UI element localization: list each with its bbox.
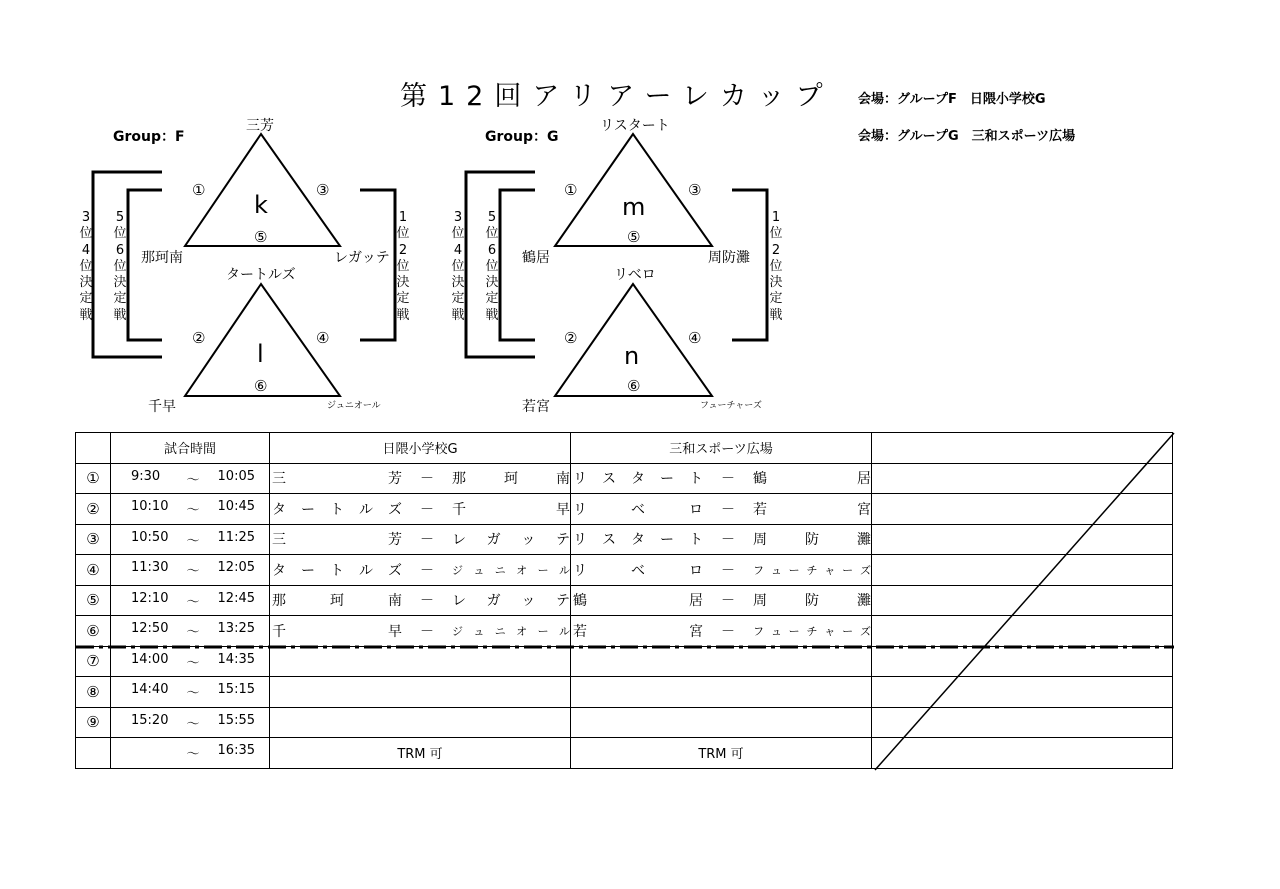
versus-dash: －: [721, 471, 735, 488]
group-f-top-num-right: ③: [316, 181, 330, 199]
time-tilde: ～: [186, 564, 200, 580]
row-time: [111, 585, 270, 616]
header-venue1: 日隈小学校G: [270, 433, 571, 464]
time-start: 14:00: [131, 651, 169, 667]
row-time: [111, 463, 270, 494]
row-number: ②: [76, 494, 111, 525]
table-row: [76, 738, 1173, 769]
group-f-bot-left: 千早: [148, 399, 176, 415]
header-time: 試合時間: [111, 433, 270, 464]
away-team: レ ガ ッ テ: [452, 532, 570, 549]
home-team: 若 宮: [573, 623, 703, 640]
page-title: 第12回アリアーレカップ: [400, 81, 834, 112]
group-g-bot-left: 若宮: [522, 399, 550, 415]
group-g-top-num-left: ①: [564, 181, 578, 199]
table-row: [76, 707, 1173, 738]
row-time: [111, 524, 270, 555]
time-tilde: ～: [186, 503, 200, 519]
row-time: [111, 616, 270, 647]
away-team: 周 防 灘: [753, 532, 871, 549]
group-g-bot-right: フューチャーズ: [700, 401, 762, 411]
group-f-label: Group：F: [113, 129, 185, 145]
group-g-bot-apex: リベロ: [614, 267, 656, 283]
table-row: [76, 616, 1173, 647]
table-row: [76, 555, 1173, 586]
time-start: 9:30: [131, 468, 161, 484]
versus-dash: －: [721, 562, 735, 579]
blank-cell: [872, 616, 1173, 647]
versus-dash: －: [721, 623, 735, 640]
empty-venue2: [571, 707, 872, 738]
group-g-label: Group：G: [485, 129, 559, 145]
group-g-top-left: 鶴居: [522, 250, 550, 266]
blank-cell: [872, 646, 1173, 677]
blank-cell: [872, 677, 1173, 708]
group-g-top-num-bottom: ⑤: [627, 228, 641, 246]
versus-dash: －: [420, 471, 434, 488]
time-end: 15:15: [217, 682, 255, 698]
time-end: 10:05: [217, 468, 255, 484]
match-venue2: [571, 616, 872, 647]
blank-cell: [872, 463, 1173, 494]
match-venue2: [571, 494, 872, 525]
row-time: [111, 494, 270, 525]
versus-dash: －: [420, 593, 434, 610]
time-end: 15:55: [217, 712, 255, 728]
row-number: ④: [76, 555, 111, 586]
blank-cell: [872, 738, 1173, 769]
away-team: レ ガ ッ テ: [452, 593, 570, 610]
group-f-top-left: 那珂南: [141, 250, 183, 266]
row-number: ③: [76, 524, 111, 555]
blank-cell: [872, 524, 1173, 555]
group-f-bot-letter: l: [257, 340, 264, 368]
group-g-top-apex: リスタート: [600, 118, 670, 134]
row-number: ⑥: [76, 616, 111, 647]
time-tilde: ～: [186, 625, 200, 641]
match-venue2: [571, 524, 872, 555]
table-row: [76, 677, 1173, 708]
versus-dash: －: [721, 501, 735, 518]
row-number: ⑧: [76, 677, 111, 708]
home-team: 那 珂 南: [272, 593, 402, 610]
match-venue1: [270, 524, 571, 555]
row-number: [76, 738, 111, 769]
time-tilde: ～: [186, 716, 200, 732]
time-start: 15:20: [131, 712, 169, 728]
home-team: リ ス タ ー ト: [573, 532, 703, 549]
away-team: フ ュ ー チ ャ ー ズ: [753, 624, 871, 638]
header-venue2: 三和スポーツ広場: [571, 433, 872, 464]
group-f-bot-apex: タートルズ: [226, 267, 296, 283]
group-g-bot-num-left: ②: [564, 329, 578, 347]
home-team: 三 芳: [272, 471, 402, 488]
blank-cell: [872, 585, 1173, 616]
time-end: 14:35: [217, 651, 255, 667]
time-tilde: ～: [186, 686, 200, 702]
time-start: 10:50: [131, 529, 169, 545]
group-g-inner-left-label: 5位6位決定戦: [485, 210, 499, 323]
away-team: フ ュ ー チ ャ ー ズ: [753, 563, 871, 577]
away-team: ジ ュ ニ オ ー ル: [452, 563, 570, 577]
time-end: 12:45: [217, 590, 255, 606]
table-row: [76, 585, 1173, 616]
home-team: 三 芳: [272, 532, 402, 549]
time-end: 13:25: [217, 621, 255, 637]
header-num: [76, 433, 111, 464]
empty-venue1: [270, 707, 571, 738]
match-venue2: [571, 463, 872, 494]
group-f-top-num-left: ①: [192, 181, 206, 199]
home-team: リ ス タ ー ト: [573, 471, 703, 488]
time-tilde: ～: [186, 472, 200, 488]
note-venue1: TRM 可: [270, 738, 571, 769]
versus-dash: －: [721, 532, 735, 549]
blank-cell: [872, 707, 1173, 738]
match-venue1: [270, 463, 571, 494]
row-time: [111, 707, 270, 738]
time-start: [131, 743, 169, 762]
group-f-inner-left-label: 5位6位決定戦: [113, 210, 127, 323]
group-g-bot-num-right: ④: [688, 329, 702, 347]
home-team: タ ー ト ル ズ: [272, 501, 402, 518]
row-number: ①: [76, 463, 111, 494]
versus-dash: －: [420, 501, 434, 518]
match-venue2: [571, 585, 872, 616]
time-start: 11:30: [131, 560, 169, 576]
group-f-top-right: レガッテ: [334, 250, 390, 266]
header-blank: [872, 433, 1173, 464]
match-venue1: [270, 616, 571, 647]
away-team: 千 早: [452, 501, 570, 518]
table-row: [76, 463, 1173, 494]
group-g-top-num-right: ③: [688, 181, 702, 199]
home-team: 鶴 居: [573, 593, 703, 610]
group-f-top-num-bottom: ⑤: [254, 228, 268, 246]
away-team: 那 珂 南: [452, 471, 570, 488]
row-time: [111, 646, 270, 677]
group-f-outer-left-label: 3位4位決定戦: [79, 210, 93, 323]
group-g-bot-num-bottom: ⑥: [627, 377, 641, 395]
blank-cell: [872, 555, 1173, 586]
note-venue2: TRM 可: [571, 738, 872, 769]
time-tilde: ～: [186, 747, 200, 763]
empty-venue2: [571, 677, 872, 708]
time-end: 10:45: [217, 499, 255, 515]
match-venue1: [270, 555, 571, 586]
table-row: [76, 524, 1173, 555]
time-end: 11:25: [217, 529, 255, 545]
versus-dash: －: [721, 593, 735, 610]
home-team: リ ベ ロ: [573, 501, 703, 518]
away-team: 若 宮: [753, 501, 871, 518]
versus-dash: －: [420, 623, 434, 640]
empty-venue1: [270, 646, 571, 677]
row-time: [111, 555, 270, 586]
group-g-outer-left-label: 3位4位決定戦: [451, 210, 465, 323]
blank-cell: [872, 494, 1173, 525]
group-g-bot-letter: n: [624, 342, 640, 370]
away-team: ジ ュ ニ オ ー ル: [452, 624, 570, 638]
table-row: [76, 646, 1173, 677]
time-tilde: ～: [186, 533, 200, 549]
group-g-right-label: 1位2位決定戦: [769, 210, 783, 323]
time-end: 16:35: [217, 743, 255, 759]
away-team: 周 防 灘: [753, 593, 871, 610]
row-number: ⑦: [76, 646, 111, 677]
time-start: 14:40: [131, 682, 169, 698]
group-f-top-letter: k: [254, 191, 268, 219]
group-g-top-right: 周防灘: [708, 250, 750, 266]
group-f-right-label: 1位2位決定戦: [396, 210, 410, 323]
time-start: 12:50: [131, 621, 169, 637]
row-time: [111, 677, 270, 708]
group-f-bot-num-bottom: ⑥: [254, 377, 268, 395]
time-end: 12:05: [217, 560, 255, 576]
group-f-bot-num-left: ②: [192, 329, 206, 347]
row-number: ⑨: [76, 707, 111, 738]
row-time: [111, 738, 270, 769]
empty-venue2: [571, 646, 872, 677]
group-g-top-letter: m: [622, 193, 646, 221]
time-start: 12:10: [131, 590, 169, 606]
match-venue1: [270, 494, 571, 525]
group-f-bot-num-right: ④: [316, 329, 330, 347]
group-f-top-apex: 三芳: [246, 118, 274, 134]
time-tilde: ～: [186, 655, 200, 671]
row-number: ⑤: [76, 585, 111, 616]
versus-dash: －: [420, 562, 434, 579]
home-team: タ ー ト ル ズ: [272, 562, 402, 579]
venue-group-g: 会場：グループG 三和スポーツ広場: [858, 129, 1076, 144]
match-venue2: [571, 555, 872, 586]
empty-venue1: [270, 677, 571, 708]
table-header-row: [76, 433, 1173, 464]
time-start: 10:10: [131, 499, 169, 515]
schedule-table: [75, 432, 1173, 769]
home-team: リ ベ ロ: [573, 562, 703, 579]
match-venue1: [270, 585, 571, 616]
time-tilde: ～: [186, 594, 200, 610]
venue-group-f: 会場：グループF 日隈小学校G: [858, 92, 1046, 107]
versus-dash: －: [420, 532, 434, 549]
table-row: [76, 494, 1173, 525]
group-f-bot-right: ジュニオール: [327, 401, 381, 411]
home-team: 千 早: [272, 623, 402, 640]
away-team: 鶴 居: [753, 471, 871, 488]
